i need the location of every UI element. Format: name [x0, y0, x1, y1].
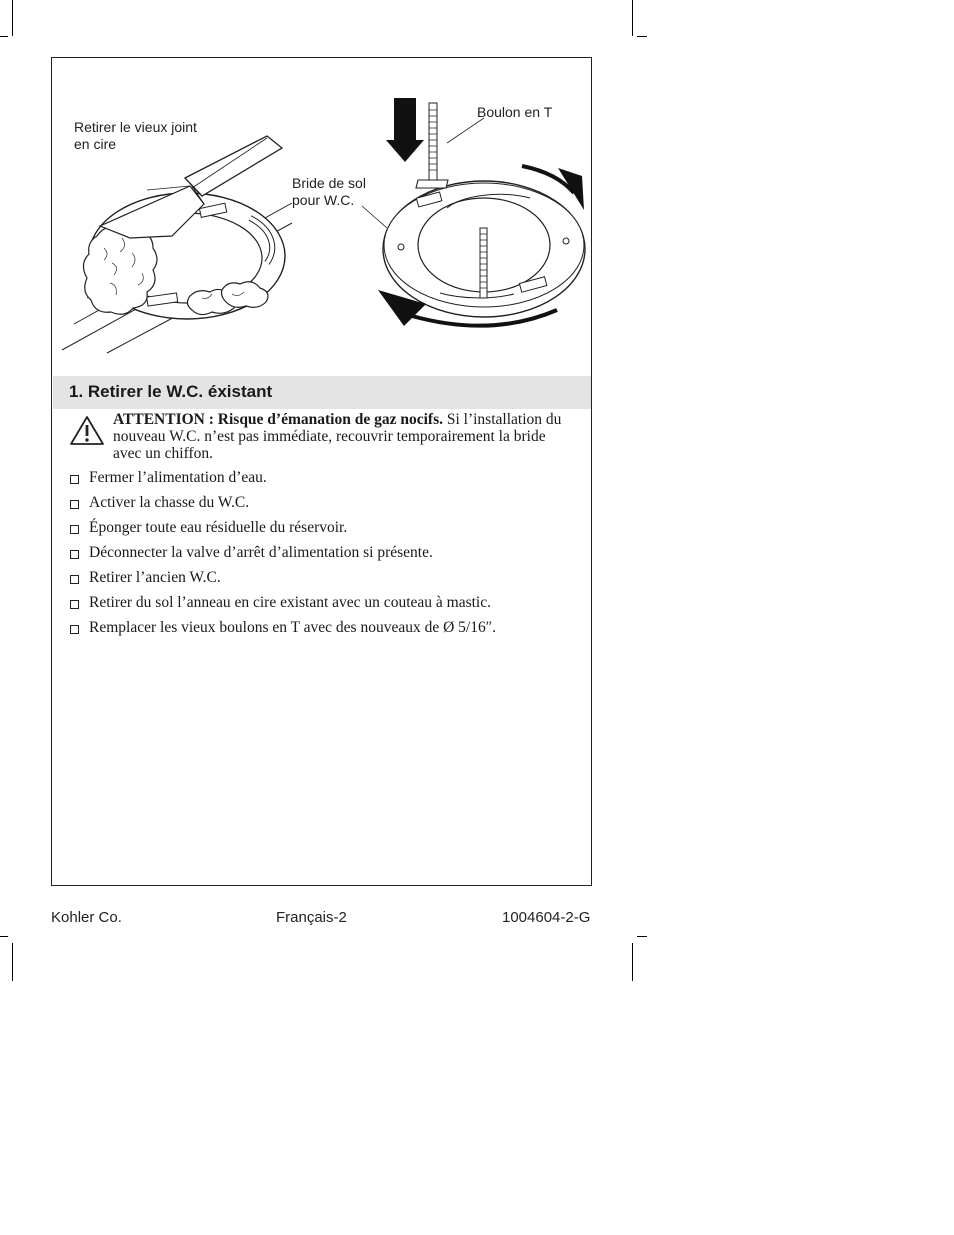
crop-mark — [637, 936, 647, 937]
step-text: Remplacer les vieux boulons en T avec des nouveaux de Ø 5/16″. — [89, 619, 497, 636]
list-item — [69, 519, 579, 544]
step-text: Retirer du sol l’anneau en cire existant avec un couteau à mastic. — [89, 594, 491, 611]
flange-illustration — [52, 58, 591, 376]
content-frame — [51, 57, 592, 886]
list-item — [69, 544, 579, 569]
wax-ring-callout-line1: Retirer le vieux joint — [74, 119, 197, 135]
step-list — [69, 469, 579, 644]
checkbox-icon — [70, 625, 79, 634]
step-text: Déconnecter la valve d’arrêt d’alimentation si présente. — [89, 544, 433, 561]
step-text: Retirer l’ancien W.C. — [89, 569, 221, 586]
section-title: 1. Retirer le W.C. éxistant — [69, 382, 273, 401]
list-item — [69, 594, 579, 619]
wax-ring-callout-line2: en cire — [74, 136, 117, 152]
warning-triangle-icon — [69, 415, 105, 446]
crop-mark — [0, 936, 8, 937]
wax-ring-callout — [74, 119, 197, 153]
flange-bolt-drawing — [480, 228, 487, 298]
list-item — [69, 469, 579, 494]
checkbox-icon — [70, 525, 79, 534]
warning-lead: ATTENTION : Risque d’émanation de gaz nocifs. — [113, 411, 443, 428]
flange-callout — [292, 175, 366, 209]
checkbox-icon — [70, 500, 79, 509]
footer-page-number: Français-2 — [276, 909, 347, 926]
footer-document-id: 1004604-2-G — [502, 909, 591, 926]
checkbox-icon — [70, 550, 79, 559]
list-item — [69, 619, 579, 644]
checkbox-icon — [70, 475, 79, 484]
warning-body: Si l’installation du nouveau W.C. n’est pas immédiate, recouvrir temporairement la bride avec un chiffon. — [113, 411, 562, 462]
crop-mark — [637, 36, 647, 37]
step-text: Éponger toute eau résiduelle du réservoir. — [89, 519, 348, 536]
crop-mark — [632, 943, 633, 981]
crop-mark — [12, 943, 13, 981]
checkbox-icon — [70, 600, 79, 609]
rotate-arrow-icon — [558, 168, 584, 210]
crop-mark — [0, 36, 8, 37]
footer-company: Kohler Co. — [51, 909, 122, 926]
t-bolt-callout: Boulon en T — [477, 104, 553, 120]
section-header — [53, 376, 591, 409]
crop-mark — [632, 0, 633, 36]
list-item — [69, 494, 579, 519]
checkbox-icon — [70, 575, 79, 584]
flange-callout-line2: pour W.C. — [292, 192, 355, 208]
down-arrow-icon — [386, 98, 424, 162]
step-text: Fermer l’alimentation d’eau. — [89, 469, 267, 486]
t-bolt-drawing — [416, 103, 448, 188]
step-text: Activer la chasse du W.C. — [89, 494, 250, 511]
crop-mark — [12, 0, 13, 36]
warning-text — [113, 411, 573, 462]
list-item — [69, 569, 579, 594]
flange-callout-line1: Bride de sol — [292, 175, 366, 191]
